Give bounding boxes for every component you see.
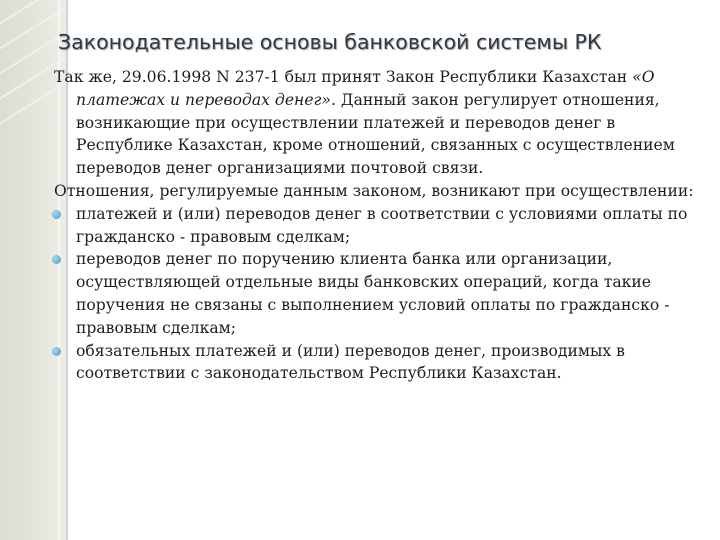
intro-paragraph [54, 66, 700, 180]
intro-text-after: Данный закон регулирует отношения, возникающие при осуществлении платежей и переводов денег в Республике Казахстан, кроме отношений, связанных с осуществлением переводов денег организациями почтовой связи. [76, 90, 675, 178]
relations-paragraph: Отношения, регулируемые данным законом, возникают при осуществлении: [54, 181, 694, 200]
bullet-text: обязательных платежей и (или) переводов денег, производимых в соответствии с законодательством Республики Казахстан. [76, 341, 625, 383]
slide-body [54, 66, 700, 385]
list-item [54, 203, 700, 249]
bullet-text: переводов денег по поручению клиента банка или организации, осуществляющей отдельные виды банковских операций, когда такие поручения не связаны с выполнением условий оплаты по гражданско - правовым сделкам; [76, 250, 670, 337]
intro-text-before: Так же, 29.06.1998 N 237-1 был принят Закон Республики Казахстан [54, 68, 633, 86]
slide-title: Законодательные основы банковской системы РК [58, 30, 602, 54]
list-item [54, 340, 700, 386]
bullet-dot-icon [52, 210, 61, 219]
list-item [54, 248, 700, 339]
bullet-dot-icon [52, 255, 61, 264]
law-name: «О платежах и переводах денег». [76, 68, 655, 109]
bullet-text: платежей и (или) переводов денег в соответствии с условиями оплаты по гражданско - правовым сделкам; [76, 204, 688, 246]
bullet-dot-icon [52, 347, 61, 356]
bullet-list [54, 203, 700, 385]
